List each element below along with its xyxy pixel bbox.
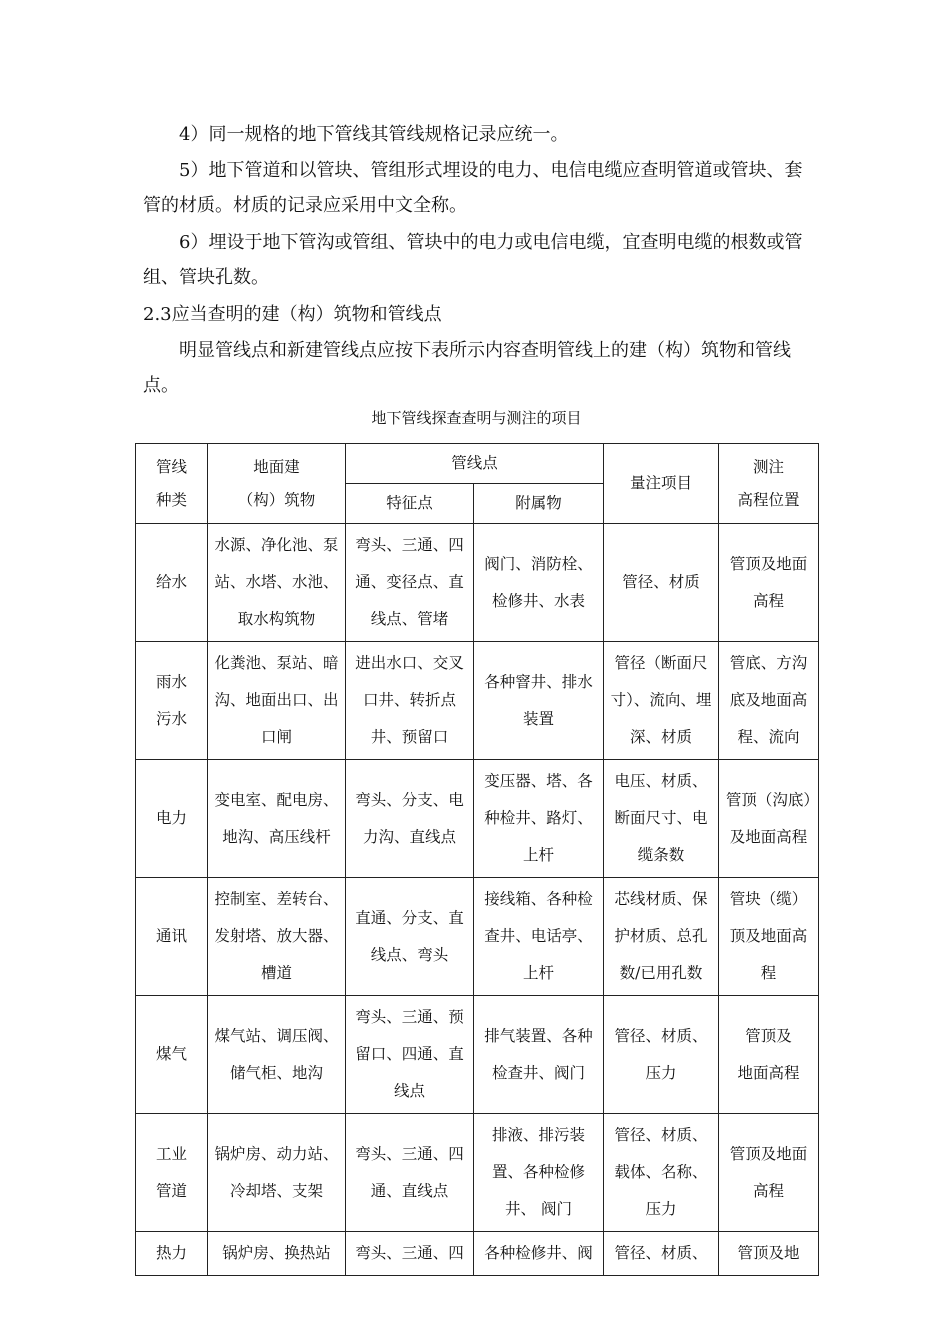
cell-feature: 弯头、分支、电力沟、直线点: [346, 760, 474, 878]
cell-feature: 进出水口、交叉口井、转折点井、预留口: [346, 642, 474, 760]
header-surface-structure: 地面建 （构）筑物: [208, 444, 346, 524]
cell-elevation: 管底、方沟底及地面高程、流向: [719, 642, 819, 760]
cell-elevation: 管顶及地: [719, 1232, 819, 1276]
cell-type: 工业 管道: [136, 1114, 208, 1232]
cell-type: 电力: [136, 760, 208, 878]
cell-measure: 管径、材质、压力: [604, 996, 719, 1114]
table-row: [136, 524, 819, 642]
cell-measure: 电压、材质、断面尺寸、电缆条数: [604, 760, 719, 878]
table-row: [136, 642, 819, 760]
section-heading: 2.3应当查明的建（构）筑物和管线点: [143, 304, 442, 325]
cell-attach: 排气装置、各种检查井、阀门: [474, 996, 604, 1114]
cell-type: 热力: [136, 1232, 208, 1276]
cell-building: 控制室、差转台、发射塔、放大器、槽道: [208, 878, 346, 996]
cell-measure: 管径、材质: [604, 524, 719, 642]
paragraph-item-4: 4）同一规格的地下管线其管线规格记录应统一。: [179, 124, 569, 145]
cell-measure: 管径（断面尺寸）、流向、埋深、材质: [604, 642, 719, 760]
cell-building: 煤气站、调压阀、储气柜、地沟: [208, 996, 346, 1114]
cell-elevation: 管块（缆）顶及地面高程: [719, 878, 819, 996]
cell-building: 变电室、配电房、地沟、高压线杆: [208, 760, 346, 878]
table-row: [136, 878, 819, 996]
cell-feature: 弯头、三通、预留口、四通、直线点: [346, 996, 474, 1114]
cell-type: 给水: [136, 524, 208, 642]
cell-feature: 弯头、三通、四通、直线点: [346, 1114, 474, 1232]
table-row: [136, 1232, 819, 1276]
table-row: [136, 1114, 819, 1232]
cell-elevation: 管顶及 地面高程: [719, 996, 819, 1114]
cell-type: 雨水 污水: [136, 642, 208, 760]
cell-elevation: 管顶（沟底）及地面高程: [719, 760, 819, 878]
cell-elevation: 管顶及地面高程: [719, 1114, 819, 1232]
header-feature-point: 特征点: [346, 484, 474, 524]
header-pipeline-type: 管线 种类: [136, 444, 208, 524]
cell-measure: 管径、材质、: [604, 1232, 719, 1276]
table-row: [136, 760, 819, 878]
paragraph-item-5: 5）地下管道和以管块、管组形式埋设的电力、电信电缆应查明管道或管块、套管的材质。材质的记录应采用中文全称。: [143, 160, 803, 216]
cell-attach: 变压器、塔、各种检井、路灯、上杆: [474, 760, 604, 878]
cell-attach: 排液、排污装置、各种检修井、 阀门: [474, 1114, 604, 1232]
cell-attach: 各种窨井、排水装置: [474, 642, 604, 760]
cell-building: 锅炉房、换热站: [208, 1232, 346, 1276]
cell-feature: 直通、分支、直线点、弯头: [346, 878, 474, 996]
cell-building: 锅炉房、动力站、冷却塔、支架: [208, 1114, 346, 1232]
table-header-row: [136, 444, 819, 484]
paragraph-item-6: 6）埋设于地下管沟或管组、管块中的电力或电信电缆，宜查明电缆的根数或管组、管块孔数。: [143, 232, 803, 288]
cell-building: 化粪池、泵站、暗沟、地面出口、出口闸: [208, 642, 346, 760]
header-attachment: 附属物: [474, 484, 604, 524]
cell-attach: 各种检修井、阀: [474, 1232, 604, 1276]
cell-feature: 弯头、三通、四通、变径点、直线点、管堵: [346, 524, 474, 642]
cell-elevation: 管顶及地面高程: [719, 524, 819, 642]
cell-type: 通讯: [136, 878, 208, 996]
intro-paragraph: 明显管线点和新建管线点应按下表所示内容查明管线上的建（构）筑物和管线点。: [143, 340, 791, 396]
cell-measure: 管径、材质、载体、名称、压力: [604, 1114, 719, 1232]
header-measure-items: 量注项目: [604, 444, 719, 524]
header-pipeline-point: 管线点: [346, 444, 604, 484]
pipeline-survey-table: [135, 443, 819, 1276]
header-elevation-position: 测注 高程位置: [719, 444, 819, 524]
cell-feature: 弯头、三通、四: [346, 1232, 474, 1276]
cell-measure: 芯线材质、保护材质、总孔数/已用孔数: [604, 878, 719, 996]
cell-attach: 阀门、消防栓、检修井、水表: [474, 524, 604, 642]
cell-building: 水源、净化池、泵站、水塔、水池、取水构筑物: [208, 524, 346, 642]
table-row: [136, 996, 819, 1114]
cell-attach: 接线箱、各种检查井、电话亭、上杆: [474, 878, 604, 996]
table-caption: 地下管线探查查明与测注的项目: [371, 409, 582, 427]
cell-type: 煤气: [136, 996, 208, 1114]
